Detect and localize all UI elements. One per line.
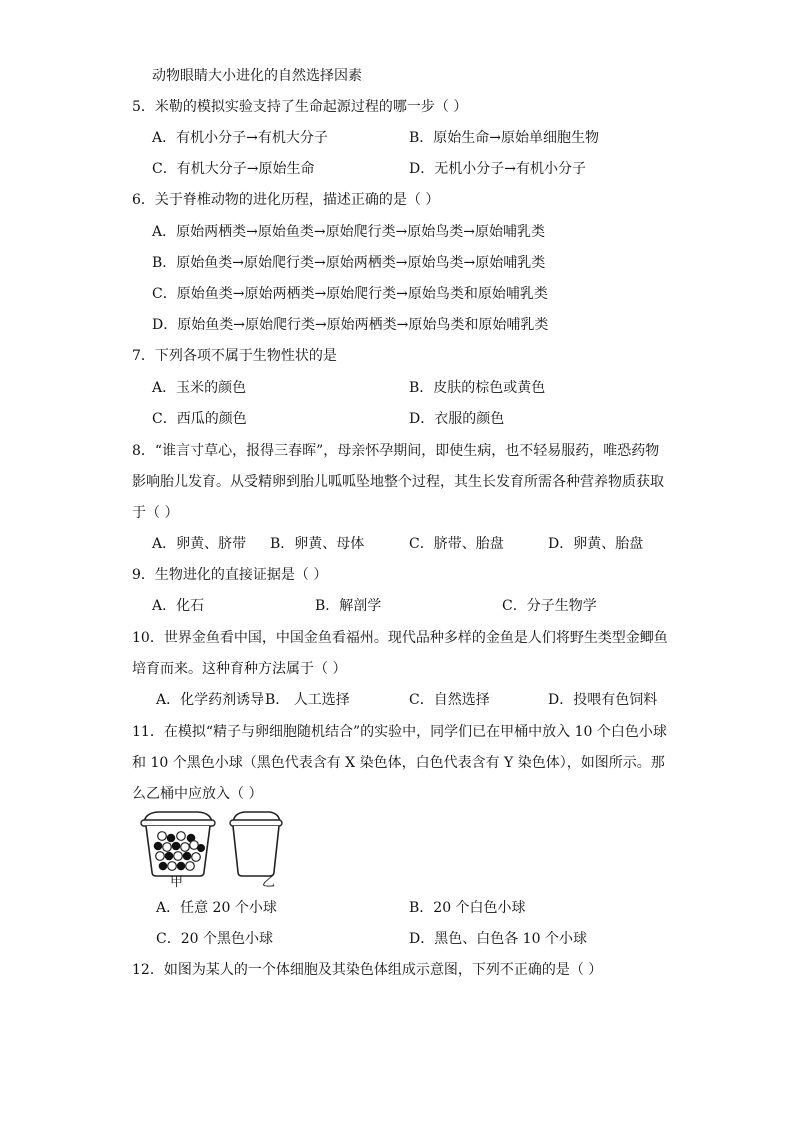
- q7-option-a: A．玉米的颜色: [152, 380, 247, 396]
- q8-option-b: B．卵黄、母体: [270, 536, 365, 552]
- bucket-left: [141, 812, 215, 876]
- q10-option-d: D．投喂有色饲料: [548, 692, 658, 708]
- q10-option-a: A．化学药剂诱导: [156, 692, 265, 708]
- bucket-right: [230, 812, 282, 876]
- q10-option-b: B． 人工选择: [265, 692, 350, 708]
- question-9-stem: 9．生物进化的直接证据是（ ）: [132, 567, 328, 583]
- q11-option-d: D．黑色、白色各 10 个小球: [409, 931, 587, 947]
- q5-option-a: A．有机小分子→有机大分子: [152, 130, 328, 146]
- q11-option-a: A．任意 20 个小球: [156, 900, 277, 916]
- q7-option-b: B．皮肤的棕色或黄色: [409, 380, 546, 396]
- q5-option-c: C．有机大分子→原始生命: [152, 161, 315, 177]
- question-11-stem-line-2: 和 10 个黑色小球（黑色代表含有 X 染色体，白色代表含有 Y 染色体），如图所示。那: [132, 755, 665, 771]
- question-7-stem: 7．下列各项不属于生物性状的是: [132, 348, 337, 364]
- bucket-right-label: 乙: [262, 875, 276, 890]
- q9-option-c: C．分子生物学: [502, 598, 597, 614]
- q7-option-c: C．西瓜的颜色: [152, 411, 247, 427]
- bucket-left-label: 甲: [170, 875, 184, 890]
- q9-option-a: A．化石: [152, 598, 205, 614]
- question-10-stem-line-2: 培育而来。这种育种方法属于（ ）: [132, 661, 347, 677]
- question-12-stem: 12．如图为某人的一个体细胞及其染色体组成示意图，下列不正确的是（ ）: [132, 962, 603, 978]
- q6-option-d: D．原始鱼类→原始爬行类→原始两栖类→原始鸟类和原始哺乳类: [152, 317, 549, 333]
- question-8-stem-line-3: 于（ ）: [132, 505, 179, 521]
- q11-option-b: B．20 个白色小球: [409, 900, 526, 916]
- question-8-stem-line-1: 8．“谁言寸草心，报得三春晖”，母亲怀孕期间，即使生病，也不轻易服药，唯恐药物: [132, 443, 660, 459]
- q5-option-b: B．原始生命→原始单细胞生物: [409, 130, 600, 146]
- question-11-stem-line-1: 11．在模拟“精子与卵细胞随机结合”的实验中，同学们已在甲桶中放入 10 个白色小球: [132, 724, 667, 740]
- q9-option-b: B．解剖学: [315, 598, 382, 614]
- question-8-stem-line-2: 影响胎儿发育。从受精卵到胎儿呱呱坠地整个过程，其生长发育所需各种营养物质获取: [132, 474, 664, 490]
- question-11-stem-line-3: 么乙桶中应放入（ ）: [132, 786, 263, 802]
- question-10-stem-line-1: 10．世界金鱼看中国，中国金鱼看福州。现代品种多样的金鱼是人们将野生类型金鲫鱼: [132, 630, 668, 646]
- q8-option-a: A．卵黄、脐带: [152, 536, 247, 552]
- q11-option-c: C．20 个黑色小球: [156, 931, 273, 947]
- q10-option-c: C．自然选择: [409, 692, 490, 708]
- question-4-continuation: 动物眼睛大小进化的自然选择因素: [152, 68, 362, 84]
- question-6-stem: 6．关于脊椎动物的进化历程，描述正确的是（ ）: [132, 192, 440, 208]
- q6-option-c: C．原始鱼类→原始两栖类→原始爬行类→原始鸟类和原始哺乳类: [152, 286, 548, 302]
- q8-option-c: C．脐带、胎盘: [409, 536, 504, 552]
- q6-option-b: B．原始鱼类→原始爬行类→原始两栖类→原始鸟类→原始哺乳类: [152, 255, 546, 271]
- q5-option-d: D．无机小分子→有机小分子: [409, 161, 586, 177]
- q6-option-a: A．原始两栖类→原始鱼类→原始爬行类→原始鸟类→原始哺乳类: [152, 224, 546, 240]
- q7-option-d: D．衣服的颜色: [409, 411, 505, 427]
- question-5-stem: 5．米勒的模拟实验支持了生命起源过程的哪一步（ ）: [132, 99, 468, 115]
- q8-option-d: D．卵黄、胎盘: [548, 536, 644, 552]
